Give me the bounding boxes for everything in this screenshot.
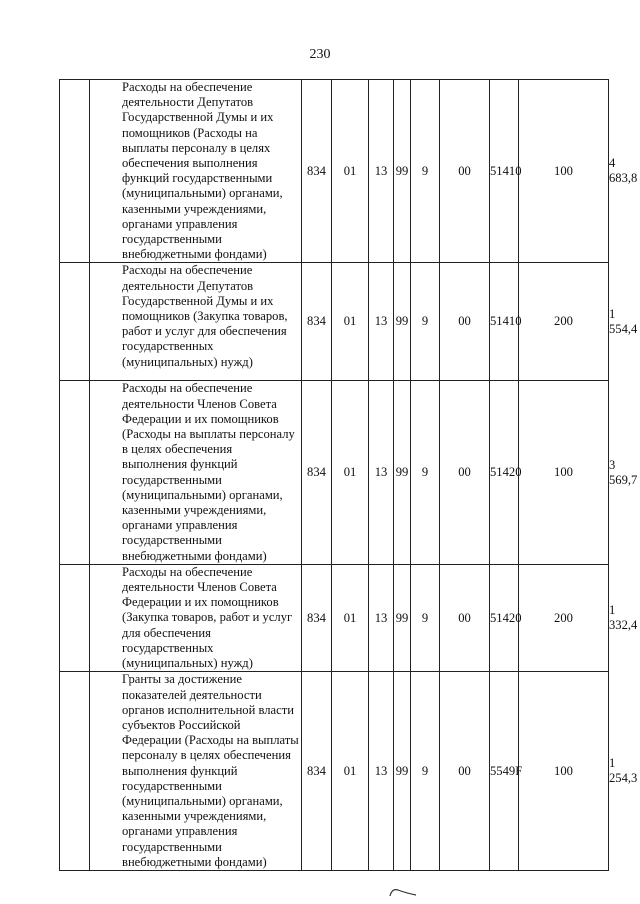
table-row: Расходы на обеспечение деятельности Членов Совета Федерации и их помощников (Закупка товаров, работ и услуг для обеспечения государственных (муниципальных) нужд) 834 01 13 99 9 00 51420 200 1 332,4 (60, 564, 609, 671)
subsection-code: 13 (369, 564, 394, 671)
expense-type-code: 100 (519, 381, 609, 564)
expense-type-code: 200 (519, 564, 609, 671)
ministry-code: 834 (302, 381, 332, 564)
row-description: Гранты за достижение показателей деятельности органов исполнительной власти субъектов Российской Федерации (Расходы на выплаты персоналу в целях обеспечения выполнения функций государственными (муниципальными) органами, казенными учреждениями, органами управления государственными внебюджетными фондами) (90, 672, 302, 871)
direction-code: 51410 (490, 80, 519, 263)
table-row: Расходы на обеспечение деятельности Депутатов Государственной Думы и их помощников (Закупка товаров, работ и услуг для обеспечения государственных (муниципальных) нужд) 834 01 13 99 9 00 51410 200 1 554,4 (60, 263, 609, 381)
program-code: 99 (394, 564, 411, 671)
table-row: Гранты за достижение показателей деятельности органов исполнительной власти субъектов Российской Федерации (Расходы на выплаты персоналу в целях обеспечения выполнения функций государственными (муниципальными) органами, казенными учреждениями, органами управления государственными внебюджетными фондами) 834 01 13 99 9 00 5549F 100 1 254,3 (60, 672, 609, 871)
direction-code: 5549F (490, 672, 519, 871)
table-row: Расходы на обеспечение деятельности Депутатов Государственной Думы и их помощников (Расходы на выплаты персоналу в целях обеспечения выполнения функций государственными (муниципальными) органами, казенными учреждениями, органами управления государственными внебюджетными фондами) 834 01 13 99 9 00 51410 100 4 683,8 (60, 80, 609, 263)
subprogram-code: 9 (411, 263, 440, 381)
direction-code: 51420 (490, 381, 519, 564)
subsection-code: 13 (369, 381, 394, 564)
section-code: 01 (332, 672, 369, 871)
expense-type-code: 100 (519, 672, 609, 871)
subprogram-code: 9 (411, 381, 440, 564)
row-description: Расходы на обеспечение деятельности Членов Совета Федерации и их помощников (Закупка товаров, работ и услуг для обеспечения государственных (муниципальных) нужд) (90, 564, 302, 671)
subsection-code: 13 (369, 263, 394, 381)
row-description: Расходы на обеспечение деятельности Депутатов Государственной Думы и их помощников (Расходы на выплаты персоналу в целях обеспечения выполнения функций государственными (муниципальными) органами, казенными учреждениями, органами управления государственными внебюджетными фондами) (90, 80, 302, 263)
expense-type-code: 100 (519, 80, 609, 263)
subprogram-code: 9 (411, 80, 440, 263)
main-event-code: 00 (440, 672, 490, 871)
ministry-code: 834 (302, 80, 332, 263)
section-code: 01 (332, 80, 369, 263)
main-event-code: 00 (440, 80, 490, 263)
program-code: 99 (394, 80, 411, 263)
direction-code: 51410 (490, 263, 519, 381)
ministry-code: 834 (302, 263, 332, 381)
main-event-code: 00 (440, 263, 490, 381)
program-code: 99 (394, 672, 411, 871)
subsection-code: 13 (369, 672, 394, 871)
section-code: 01 (332, 564, 369, 671)
row-description: Расходы на обеспечение деятельности Членов Совета Федерации и их помощников (Расходы на выплаты персоналу в целях обеспечения выполнения функций государственными (муниципальными) органами, казенными учреждениями, органами управления государственными внебюджетными фондами) (90, 381, 302, 564)
ministry-code: 834 (302, 672, 332, 871)
section-code: 01 (332, 381, 369, 564)
table-row: Расходы на обеспечение деятельности Членов Совета Федерации и их помощников (Расходы на выплаты персоналу в целях обеспечения выполнения функций государственными (муниципальными) органами, казенными учреждениями, органами управления государственными внебюджетными фондами) 834 01 13 99 9 00 51420 100 3 569,7 (60, 381, 609, 564)
subprogram-code: 9 (411, 564, 440, 671)
subsection-code: 13 (369, 80, 394, 263)
program-code: 99 (394, 263, 411, 381)
main-event-code: 00 (440, 381, 490, 564)
budget-table (59, 79, 638, 871)
program-code: 99 (394, 381, 411, 564)
expense-type-code: 200 (519, 263, 609, 381)
page-number: 230 (309, 47, 331, 62)
subprogram-code: 9 (411, 672, 440, 871)
main-event-code: 00 (440, 564, 490, 671)
section-code: 01 (332, 263, 369, 381)
ministry-code: 834 (302, 564, 332, 671)
pen-mark (388, 886, 418, 898)
row-description: Расходы на обеспечение деятельности Депутатов Государственной Думы и их помощников (Закупка товаров, работ и услуг для обеспечения государственных (муниципальных) нужд) (90, 263, 302, 381)
direction-code: 51420 (490, 564, 519, 671)
